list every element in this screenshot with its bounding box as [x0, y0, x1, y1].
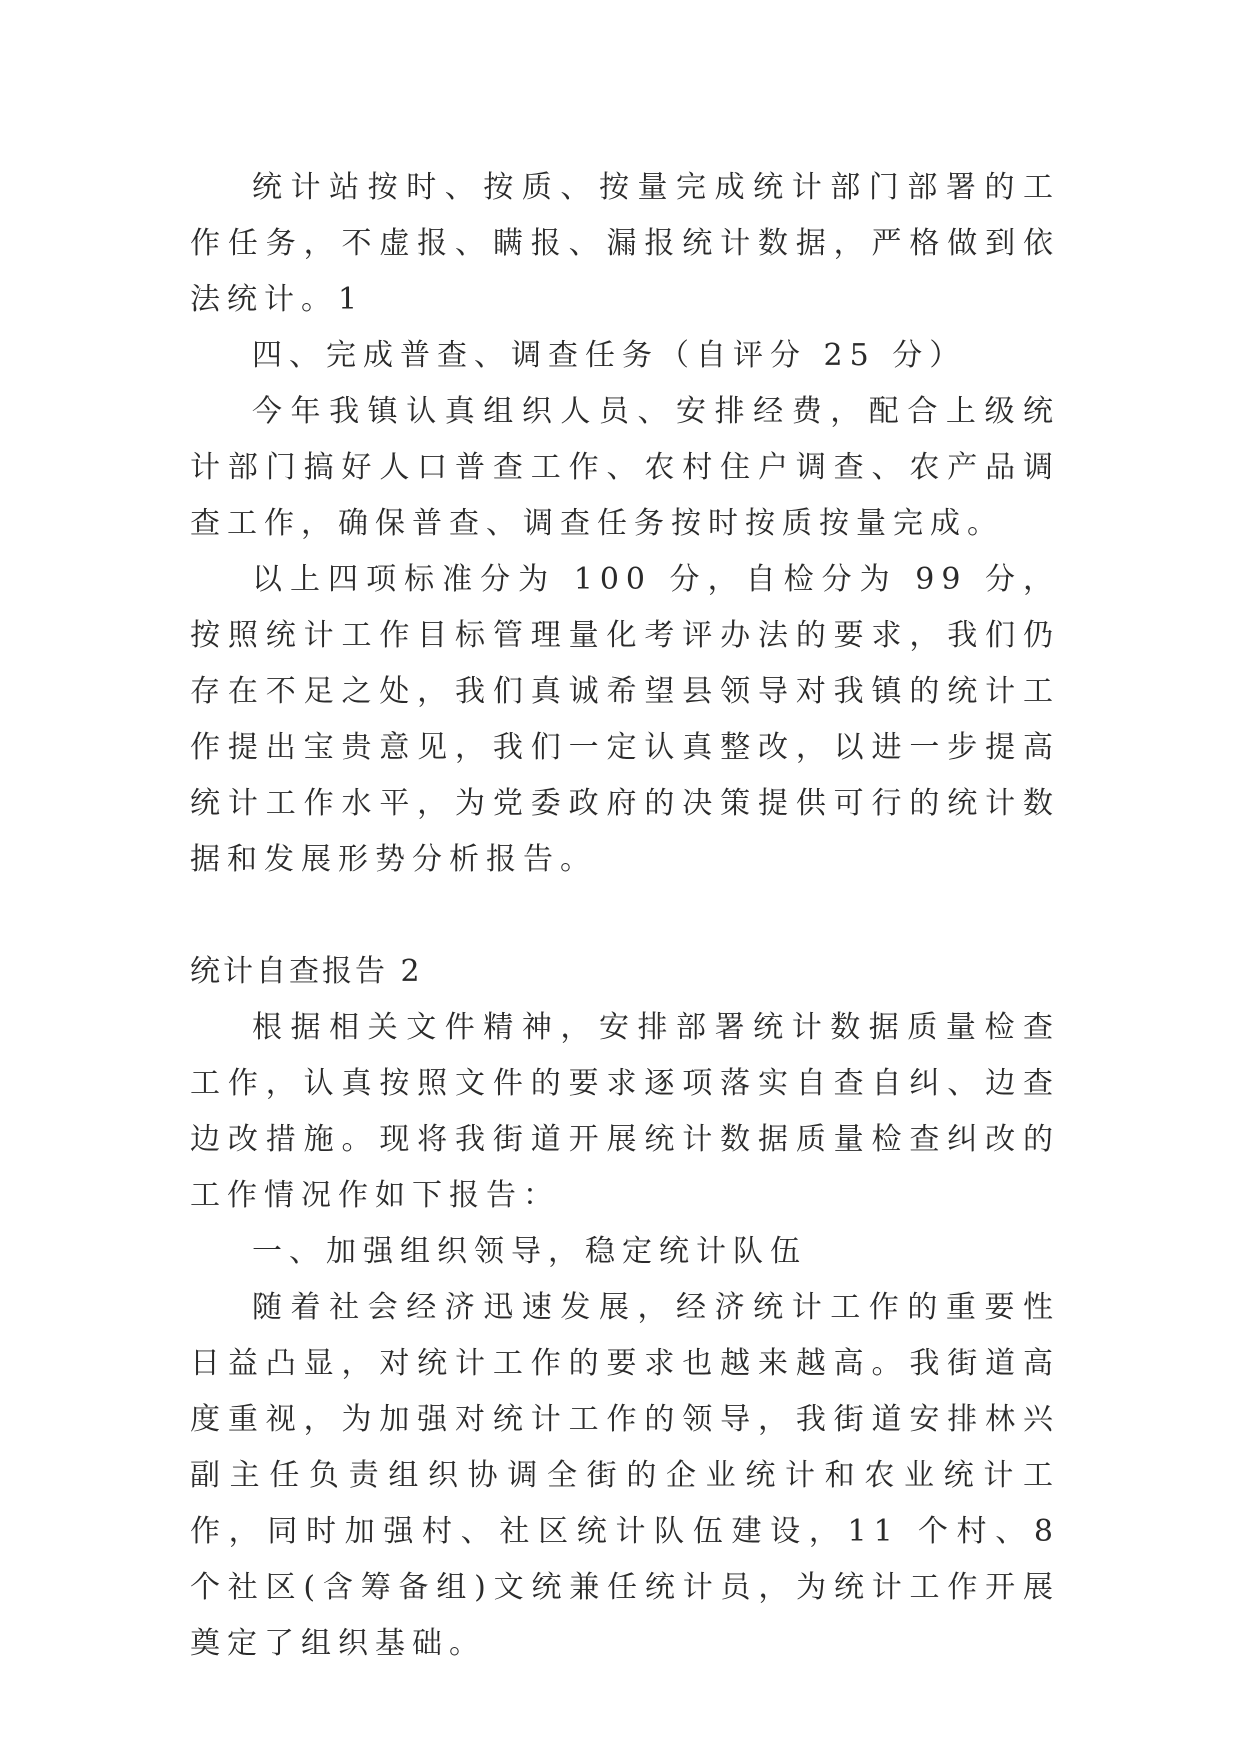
paragraph: 统计站按时、按质、按量完成统计部门部署的工作任务，不虚报、瞒报、漏报统计数据，严格做到依法统计。1: [190, 170, 1060, 317]
paragraph: 随着社会经济迅速发展，经济统计工作的重要性日益凸显，对统计工作的要求也越来越高。我街道高度重视，为加强对统计工作的领导，我街道安排林兴副主任负责组织协调全街的企业统计和农业统计工作，同时加强村、社区统计队伍建设，11 个村、8 个社区(含筹备组)文统兼任统计员，为统计工作开展奠定了组织基础。: [190, 1290, 1060, 1661]
section-heading: 四、完成普查、调查任务（自评分 25 分）: [252, 338, 967, 373]
paragraph: 根据相关文件精神，安排部署统计数据质量检查工作，认真按照文件的要求逐项落实自查自纠、边查边改措施。现将我街道开展统计数据质量检查纠改的工作情况作如下报告：: [190, 1010, 1060, 1213]
paragraph: 今年我镇认真组织人员、安排经费，配合上级统计部门搞好人口普查工作、农村住户调查、农产品调查工作，确保普查、调查任务按时按质按量完成。: [190, 394, 1060, 541]
document-page: [190, 160, 1060, 1672]
section-heading: 一、加强组织领导，稳定统计队伍: [252, 1234, 807, 1269]
report-title: 统计自查报告 2: [190, 954, 423, 989]
paragraph: 以上四项标准分为 100 分，自检分为 99 分，按照统计工作目标管理量化考评办法的要求，我们仍存在不足之处，我们真诚希望县领导对我镇的统计工作提出宝贵意见，我们一定认真整改，以进一步提高统计工作水平，为党委政府的决策提供可行的统计数据和发展形势分析报告。: [190, 562, 1060, 877]
